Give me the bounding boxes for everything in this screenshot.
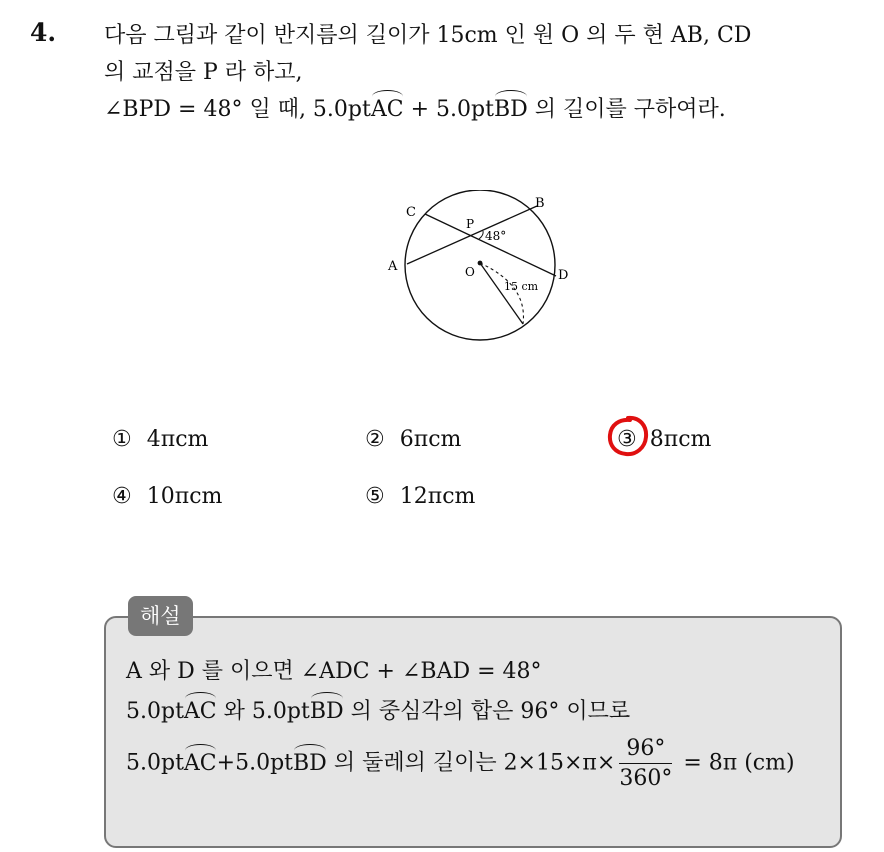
label-a: A [388,259,398,274]
question-line-3 [104,92,726,123]
choice-4-number: ④ [112,484,132,509]
choice-3-text: 8πcm [649,427,712,452]
question-line-2: 의 교점을 P 라 하고, [104,60,303,85]
solution-line-3-text: 의 둘레의 길이는 2×15×π× [326,750,616,776]
arc-ac: AC [370,97,404,122]
solution-line-3-prefix: 5.0pt [126,750,184,776]
question-line-3-suffix: 의 길이를 구하여라. [527,97,726,122]
solution-arc-ac: AC [183,699,217,724]
choice-2[interactable] [365,427,461,452]
question-line-3-prefix: ∠BPD = 48° 일 때, 5.0pt [104,97,371,122]
solution-line-3-result: = 8π (cm) [676,750,795,776]
choice-5[interactable] [365,484,475,509]
question-line-1: 다음 그림과 같이 반지름의 길이가 15cm 인 원 O 의 두 현 AB, CD [104,23,752,48]
circle-figure [380,190,580,350]
fraction [619,736,672,791]
solution-line-2-prefix: 5.0pt [126,699,184,724]
arc-bd: BD [493,97,528,122]
chord-cd [425,214,556,276]
solution-line-2-mid: 와 5.0pt [216,699,310,724]
solution-line-3-mid: +5.0pt [216,750,294,776]
choice-5-text: 12πcm [399,484,476,509]
solution-tag: 해설 [128,596,193,636]
angle-label: 48° [485,229,507,243]
question-line-3-mid: + 5.0pt [403,97,494,122]
solution-line-3-arc-bd: BD [293,750,327,776]
label-p: P [466,217,475,231]
question-number: 4. [30,18,57,47]
choice-4[interactable] [112,484,222,509]
solution-line-3-arc-ac: AC [183,750,217,776]
choice-4-text: 10πcm [146,484,223,509]
fraction-denominator: 360° [619,766,673,791]
choice-1-number: ① [112,427,132,452]
choice-2-text: 6πcm [399,427,462,452]
label-c: C [406,205,416,220]
label-d: D [558,268,569,283]
choice-3-number: ③ [617,427,637,452]
choice-2-number: ② [365,427,385,452]
solution-line-2-suffix: 의 중심각의 합은 96° 이므로 [343,699,631,724]
choice-5-number: ⑤ [365,484,385,509]
solution-line-1: A 와 D 를 이으면 ∠ADC + ∠BAD = 48° [126,659,542,684]
answer-marker-circle [606,414,650,458]
choice-1-text: 4πcm [146,427,209,452]
solution-box [104,616,842,848]
label-b: B [535,196,545,211]
radius-label: 15 cm [504,280,539,293]
solution-line-2 [126,694,630,725]
solution-arc-bd: BD [309,699,344,724]
choice-1[interactable] [112,427,208,452]
fraction-numerator: 96° [619,736,672,764]
solution-line-3 [126,736,795,791]
radius-line [480,263,523,324]
label-o: O [465,265,475,279]
